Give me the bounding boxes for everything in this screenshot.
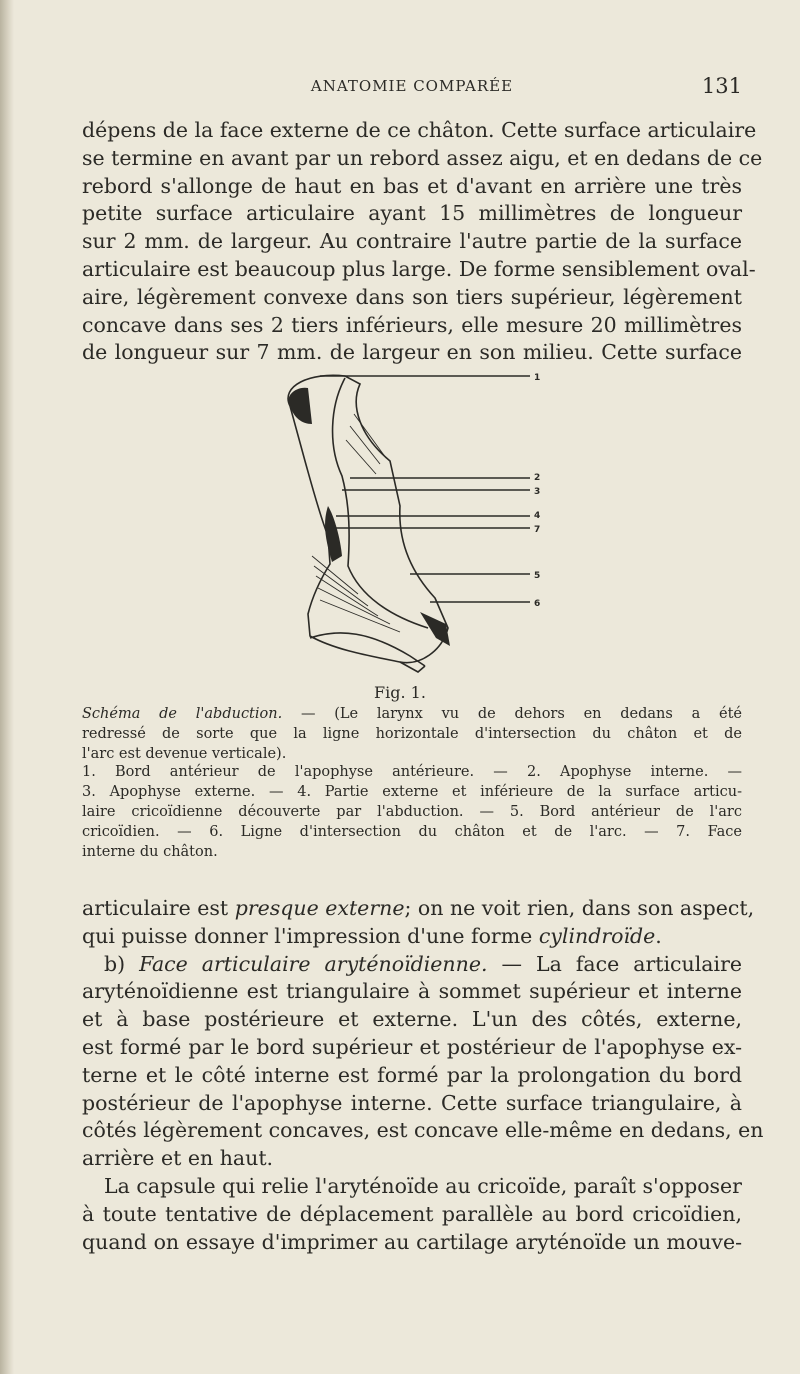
callout-2: 2 [534,473,541,483]
callout-4: 4 [534,511,541,521]
text-line: petite surface articulaire ayant 15 millimètres de longueur [82,201,742,226]
page-number: 131 [701,74,742,98]
text-line: aryténoïdienne est triangulaire à sommet supérieur et interne [82,979,742,1004]
text-line: côtés légèrement concaves, est concave elle-même en dedans, en [82,1118,764,1143]
figure-label: Fig. 1. [374,683,426,702]
text-line: et à base postérieure et externe. L'un des côtés, externe, [82,1007,742,1032]
text-line: rebord s'allonge de haut en bas et d'avant en arrière une très [82,173,742,198]
running-title: ANATOMIE COMPARÉE [310,77,514,95]
hatched-right [420,612,450,646]
text-line: aire, légèrement convexe dans son tiers supérieur, légèrement [82,284,742,309]
callout-3: 3 [534,487,541,497]
callout-5: 5 [534,571,541,581]
caption-title: Schéma de l'abduction. [82,706,283,722]
caption-line: l'arc est devenue verticale). [82,746,287,762]
callout-7: 7 [534,525,541,535]
text-line: arrière et en haut. [82,1146,274,1171]
caption-line: redressé de sorte que la ligne horizontale d'intersection du châton et de [82,726,742,742]
figure-caption [82,704,742,764]
hatched-upper [288,388,312,424]
caption-line: Schéma de l'abduction. — (Le larynx vu de dehors en dedans a été [82,706,743,722]
paragraph-bottom [82,895,764,1256]
text-line: concave dans ses 2 tiers inférieurs, elle mesure 20 millimètres [82,312,742,337]
paragraph-top [82,117,763,367]
legend-line: 1. Bord antérieur de l'apophyse antérieure. — 2. Apophyse interne. — [82,764,742,780]
text-line: à toute tentative de déplacement parallèle au bord cricoïdien, [82,1201,742,1226]
text-line: b) Face articulaire aryténoïdienne. — La face articulaire [104,951,743,976]
legend-line: 3. Apophyse externe. — 4. Partie externe et inférieure de la surface articu- [82,784,742,800]
lower-arc [310,633,425,666]
text-line: quand on essaye d'imprimer au cartilage aryténoïde un mouve- [82,1229,742,1254]
abduction-diagram [250,366,560,678]
section-heading: Face articulaire aryténoïdienne. [139,951,488,976]
text-line: postérieur de l'apophyse interne. Cette surface triangulaire, à [82,1090,742,1115]
callout-1: 1 [534,373,541,383]
text-line: terne et le côté interne est formé par la prolongation du bord [82,1062,742,1087]
text-line: La capsule qui relie l'aryténoïde au cricoïde, paraît s'opposer [104,1173,742,1198]
text-line: dépens de la face externe de ce châton. Cette surface articulaire [82,118,757,142]
running-head [82,74,742,100]
callout-6: 6 [534,599,541,609]
figure-legend [82,762,742,862]
text-line: qui puisse donner l'impression d'une forme cylindroïde. [82,923,662,948]
legend-line: cricoïdien. — 6. Ligne d'intersection du châton et de l'arc. — 7. Face [82,824,742,840]
text-line: articulaire est beaucoup plus large. De forme sensiblement oval- [82,256,756,281]
text-line: est formé par le bord supérieur et postérieur de l'apophyse ex- [82,1034,742,1059]
text-line: se termine en avant par un rebord assez aigu, et en dedans de ce [82,145,763,170]
legend-line: laire cricoïdienne découverte par l'abduction. — 5. Bord antérieur de l'arc [82,804,742,820]
text-line: sur 2 mm. de largeur. Au contraire l'autre partie de la surface [82,229,742,254]
text-line: articulaire est presque externe; on ne voit rien, dans son aspect, [82,896,755,920]
legend-line: interne du châton. [82,844,218,860]
hatched-middle [325,506,342,562]
text-line: de longueur sur 7 mm. de largeur en son milieu. Cette surface [82,340,742,365]
